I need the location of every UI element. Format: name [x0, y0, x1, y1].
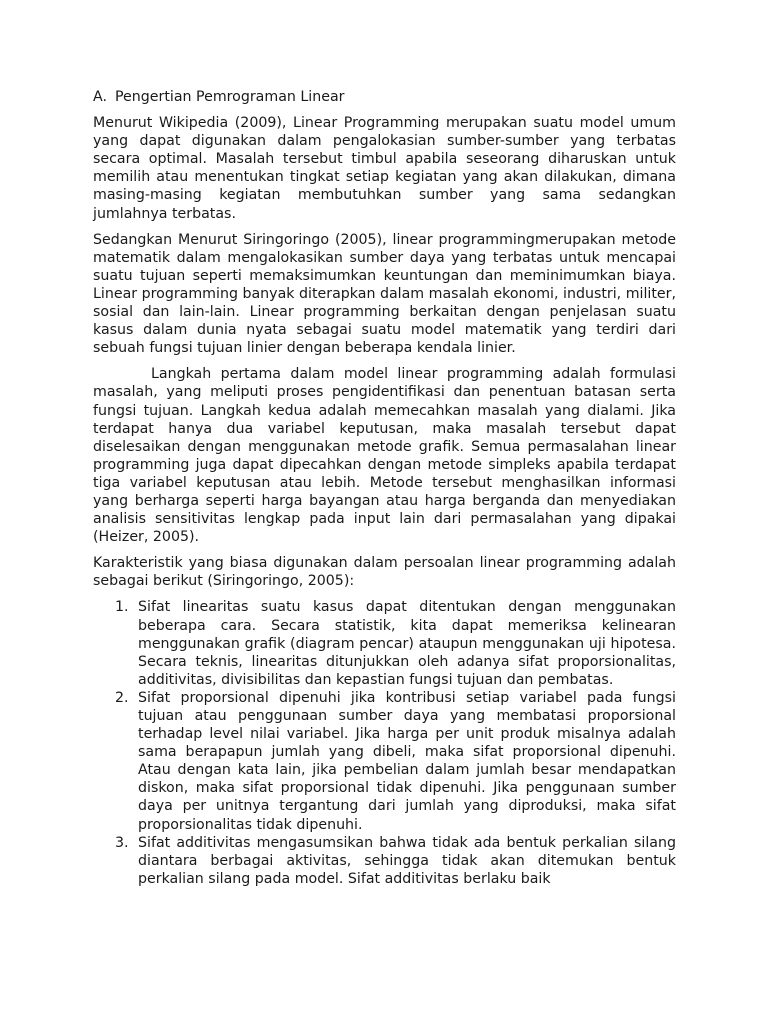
list-item-number: 3.	[115, 834, 129, 851]
paragraph-steps: Langkah pertama dalam model linear programming adalah formulasi masalah, yang meliputi proses pengidentifikasi dan penentuan batasan serta fungsi tujuan. Langkah kedua adalah memecahkan masalah yang dialami. Jika terdapat hanya dua variabel keputusan, maka masalah tersebut dapat diselesaikan dengan menggunakan metode grafik. Semua permasalahan linear programming juga dapat dipecahkan dengan metode simpleks apabila terdapat tiga variabel keputusan atau lebih. Metode tersebut menghasilkan informasi yang berharga seperti harga bayangan atau harga berganda dan menyediakan analisis sensitivitas lengkap pada input lain dari permasalahan yang dipakai (Heizer, 2005).	[93, 366, 676, 546]
section-title: Pengertian Pemrograman Linear	[115, 89, 345, 105]
paragraph-siringoringo-definition: Sedangkan Menurut Siringoringo (2005), linear programmingmerupakan metode matematik dalam mengalokasikan sumber daya yang terbatas untuk mencapai suatu tujuan seperti memaksimumkan keuntungan dan meminimumkan biaya. Linear programming banyak diterapkan dalam masalah ekonomi, industri, militer, sosial dan lain-lain. Linear programming berkaitan dengan penjelasan suatu kasus dalam dunia nyata sebagai suatu model matematik yang terdiri dari sebuah fungsi tujuan linier dengan beberapa kendala linier.	[93, 231, 676, 357]
list-item-text: Sifat proporsional dipenuhi jika kontribusi setiap variabel pada fungsi tujuan atau penggunaan sumber daya yang membatasi proporsional terhadap level nilai variabel. Jika harga per unit produk misalnya adalah sama berapapun jumlah yang dibeli, maka sifat proporsional dipenuhi. Atau dengan kata lain, jika pembelian dalam jumlah besar mendapatkan diskon, maka sifat proporsional tidak dipenuhi. Jika penggunaan sumber daya per unitnya tergantung dari jumlah yang diproduksi, maka sifat proporsionalitas tidak dipenuhi.	[138, 689, 676, 833]
list-item-text: Sifat linearitas suatu kasus dapat ditentukan dengan menggunakan beberapa cara. Secara statistik, kita dapat memeriksa kelinearan menggunakan grafik (diagram pencar) ataupun menggunakan uji hipotesa. Secara teknis, linearitas ditunjukkan oleh adanya sifat proporsionalitas, additivitas, divisibilitas dan kepastian fungsi tujuan dan pembatas.	[138, 599, 676, 688]
list-item	[115, 689, 676, 834]
list-item	[115, 598, 676, 688]
list-item-number: 1.	[115, 599, 129, 616]
list-item-text: Sifat additivitas mengasumsikan bahwa tidak ada bentuk perkalian silang diantara berbagai aktivitas, sehingga tidak akan ditemukan bentuk perkalian silang pada model. Sifat additivitas berlaku baik	[138, 834, 676, 887]
paragraph-characteristics-intro: Karakteristik yang biasa digunakan dalam persoalan linear programming adalah sebagai berikut (Siringoringo, 2005):	[93, 555, 676, 590]
characteristics-list	[93, 598, 676, 888]
list-item-number: 2.	[115, 689, 129, 706]
paragraph-wikipedia-definition: Menurut Wikipedia (2009), Linear Programming merupakan suatu model umum yang dapat digunakan dalam pengalokasian sumber-sumber yang terbatas secara optimal. Masalah tersebut timbul apabila seseorang diharuskan untuk memilih atau menentukan tingkat setiap kegiatan yang akan dilakukan, dimana masing-masing kegiatan membutuhkan sumber yang sama sedangkan jumlahnya terbatas.	[93, 115, 676, 222]
list-item	[115, 834, 676, 888]
section-number: A.	[93, 89, 107, 105]
section-heading	[93, 88, 676, 106]
